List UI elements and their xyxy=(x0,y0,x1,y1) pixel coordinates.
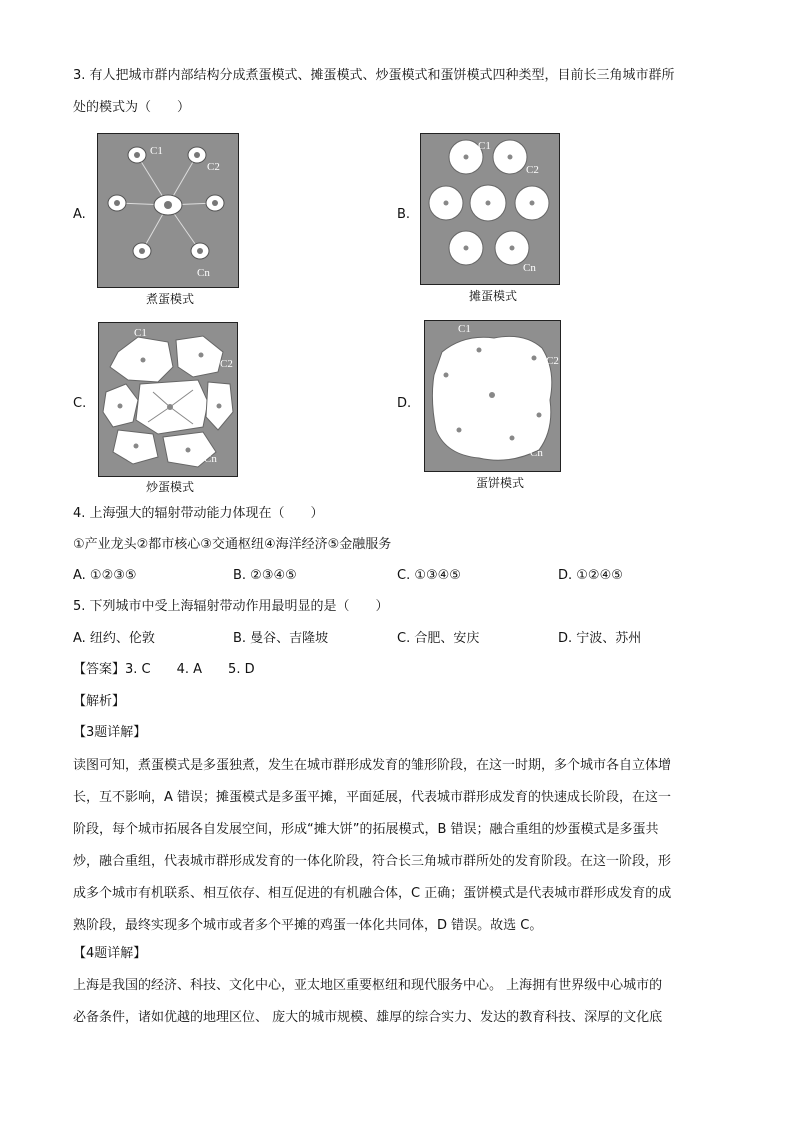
label-cn: Cn xyxy=(523,262,536,274)
q4-option-a: A. ①②③⑤ xyxy=(73,568,137,583)
option-a-caption: 煮蛋模式 xyxy=(145,292,194,306)
analysis-label: 【解析】 xyxy=(73,694,126,709)
detail3-line: 成多个城市有机联系、相互依存、相互促进的有机融合体，C 正确；蛋饼模式是代表城市群形成发育的成 xyxy=(73,886,672,901)
answer-text: 3. C 4. A 5. D xyxy=(125,662,255,677)
spread-egg-figure xyxy=(420,133,560,285)
option-c-caption: 炒蛋模式 xyxy=(145,480,194,494)
detail3-line: 熟阶段，最终实现多个城市或者多个平摊的鸡蛋一体化共同体，D 错误。故选 C。 xyxy=(73,918,543,933)
answer-row xyxy=(73,660,255,680)
option-d-caption: 蛋饼模式 xyxy=(475,476,524,490)
detail3-line: 阶段，每个城市拓展各自发展空间，形成“摊大饼”的拓展模式，B 错误；融合重组的炒蛋模式是多蛋共 xyxy=(73,822,659,837)
q3-stem-line2: 处的模式为（ ） xyxy=(73,100,191,115)
q4-option-b: B. ②③④⑤ xyxy=(233,568,297,583)
label-cn: Cn xyxy=(530,447,543,459)
q3-stem-line1: 3. 有人把城市群内部结构分成煮蛋模式、摊蛋模式、炒蛋模式和蛋饼模式四种类型，目前长三角城市群所 xyxy=(73,68,675,83)
option-c-label: C. xyxy=(73,396,87,411)
option-d-label: D. xyxy=(397,396,412,411)
detail3-line: 长，互不影响，A 错误；摊蛋模式是多蛋平摊，平面延展，代表城市群形成发育的快速成长阶段，在这一 xyxy=(73,790,672,805)
q5-stem: 5. 下列城市中受上海辐射带动作用最明显的是（ ） xyxy=(73,599,389,614)
q4-option-d: D. ①②④⑤ xyxy=(558,568,623,583)
q4-option-c: C. ①③④⑤ xyxy=(397,568,461,583)
boiled-egg-figure xyxy=(97,133,239,288)
detail3-title: 【3题详解】 xyxy=(73,725,147,740)
detail3-line: 炒，融合重组，代表城市群形成发育的一体化阶段，符合长三角城市群所处的发育阶段。在这一阶段，形 xyxy=(73,854,672,869)
q4-items: ①产业龙头②都市核心③交通枢纽④海洋经济⑤金融服务 xyxy=(73,537,392,552)
q5-option-b: B. 曼谷、吉隆坡 xyxy=(233,631,329,646)
detail4-line: 上海是我国的经济、科技、文化中心，亚太地区重要枢纽和现代服务中心。 上海拥有世界级中心城市的 xyxy=(73,978,663,993)
label-c1: C1 xyxy=(134,327,147,339)
detail3-line: 读图可知，煮蛋模式是多蛋独煮，发生在城市群形成发育的雏形阶段，在这一时期，多个城市各自立体增 xyxy=(73,758,672,773)
label-cn: Cn xyxy=(204,453,217,465)
option-a-label: A. xyxy=(73,207,86,222)
label-c1: C1 xyxy=(458,323,471,335)
q5-option-c: C. 合肥、安庆 xyxy=(397,631,480,646)
q5-option-a: A. 纽约、伦敦 xyxy=(73,631,155,646)
egg-pancake-figure xyxy=(424,320,561,472)
label-c1: C1 xyxy=(150,145,163,157)
q4-stem: 4. 上海强大的辐射带动能力体现在（ ） xyxy=(73,506,324,521)
option-b-label: B. xyxy=(397,207,411,222)
label-c1: C1 xyxy=(478,140,491,152)
q5-option-d: D. 宁波、苏州 xyxy=(558,631,642,646)
label-cn: Cn xyxy=(197,267,210,279)
label-c2: C2 xyxy=(526,164,539,176)
scrambled-egg-figure xyxy=(98,322,238,477)
label-c2: C2 xyxy=(220,358,233,370)
label-c2: C2 xyxy=(546,355,559,367)
detail4-line: 必备条件，诸如优越的地理区位、 庞大的城市规模、雄厚的综合实力、发达的教育科技、深厚的文化底 xyxy=(73,1010,663,1025)
answer-label: 【答案】 xyxy=(73,662,126,677)
label-c2: C2 xyxy=(207,161,220,173)
option-b-caption: 摊蛋模式 xyxy=(468,289,517,303)
detail4-title: 【4题详解】 xyxy=(73,946,147,961)
